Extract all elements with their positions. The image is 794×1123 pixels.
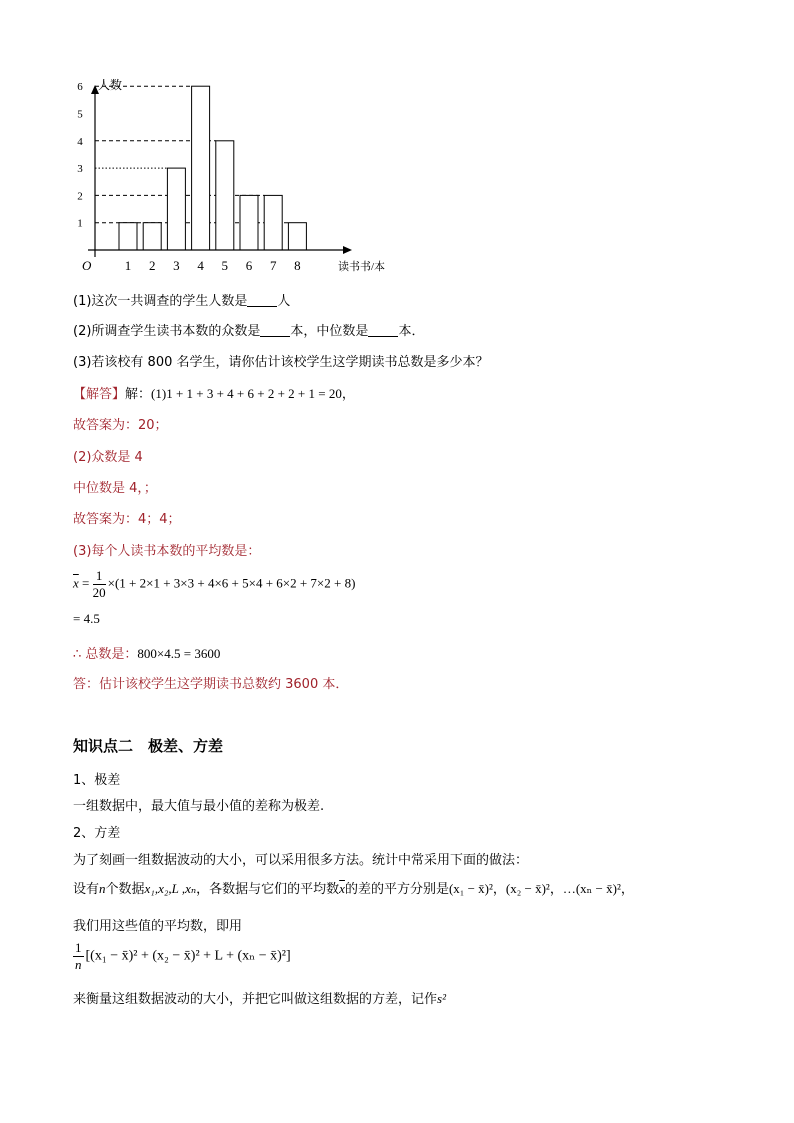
answer-line-1 — [73, 383, 355, 402]
mean-formula — [73, 568, 355, 601]
section-title: 知识点二 极差、方差 — [73, 737, 224, 755]
data-list: x₁,x₂,L ,xₙ — [144, 881, 197, 896]
variance-intro: 为了刻画一组数据波动的大小，可以采用很多方法。统计中常采用下面的做法： — [73, 853, 529, 868]
variance-symbol: s² — [437, 991, 446, 1006]
variance-fraction — [73, 940, 84, 973]
bar-5 — [216, 141, 234, 250]
question-2-prefix: (2)所调查学生读书本数的众数是 — [73, 324, 261, 339]
squared-diff-1: (x₁ − x̄)² — [448, 881, 493, 896]
bars — [119, 86, 306, 250]
bar-1 — [119, 223, 137, 250]
variance-definition-text: 来衡量这组数据波动的大小，并把它叫做这组数据的方差，记作 — [73, 992, 438, 1007]
y-tick-label: 1 — [77, 217, 83, 230]
conclusion: 答：估计该校学生这学期读书总数约 3600 本． — [73, 677, 349, 692]
n-symbol: n — [99, 881, 106, 896]
x-tick-label: 2 — [148, 258, 156, 273]
range-definition: 一组数据中，最大值与最小值的差称为极差. — [73, 799, 325, 814]
total-line — [73, 643, 220, 662]
mean-fraction — [93, 568, 106, 601]
answer-line-5: 故答案为：4；4； — [73, 512, 181, 527]
variance-setup — [73, 878, 634, 897]
question-1 — [73, 290, 290, 309]
question-1-prefix: (1)这次一共调查的学生人数是 — [73, 294, 248, 309]
x-tick-label: 4 — [197, 258, 204, 273]
separator: ， — [492, 882, 506, 897]
bar-4 — [192, 86, 210, 250]
x-axis-arrow-icon — [343, 246, 352, 254]
answer-tag: 【解答】 — [73, 387, 126, 402]
y-tick-label: 6 — [77, 81, 83, 94]
question-2-suffix: 本． — [398, 324, 425, 339]
text-part: 个数据 — [105, 882, 145, 897]
y-tick-label: 5 — [77, 108, 83, 121]
question-3: (3)若该校有 800 名学生，请你估计该校学生这学期读书总数是多少本？ — [73, 355, 489, 370]
y-axis-label: 人数 — [98, 78, 123, 92]
answer-line-6: (3)每个人读书本数的平均数是： — [73, 544, 261, 559]
bar-2 — [143, 223, 161, 250]
x-tick-label: 7 — [269, 258, 277, 273]
y-tick-label: 4 — [77, 135, 83, 148]
mean-expression: ×(1 + 2×1 + 3×3 + 4×6 + 5×4 + 6×2 + 7×2 + 8) — [107, 575, 356, 591]
total-math: 800×4.5 = 3600 — [137, 646, 221, 661]
answer-line-2: 故答案为：20； — [73, 418, 168, 433]
bar-3 — [167, 168, 185, 250]
bar-chart — [60, 75, 400, 280]
x-tick-label: 8 — [294, 258, 301, 273]
total-prefix: ∴ 总数是： — [73, 647, 138, 662]
bar-7 — [264, 195, 282, 250]
fraction-denominator: 20 — [92, 585, 106, 600]
text-part: 设有 — [73, 882, 100, 897]
mean-result: = 4.5 — [73, 611, 100, 626]
squared-diff-2: (x₂ − x̄)² — [505, 881, 550, 896]
x-tick-label: 5 — [221, 258, 229, 273]
answer-blank — [247, 294, 277, 307]
answer-blank — [368, 324, 398, 337]
fraction-numerator: 1 — [75, 940, 82, 955]
x-axis-label: 读书书/本 — [338, 261, 386, 273]
heading-range: 1、极差 — [73, 773, 121, 788]
x-tick-label: 6 — [245, 258, 253, 273]
mean-equals: = — [78, 575, 93, 591]
answer-jie: 解： — [125, 387, 152, 402]
mean-symbol: $\overline{x}$ — [73, 575, 79, 591]
bar-8 — [288, 223, 306, 250]
question-2 — [73, 320, 424, 339]
heading-variance: 2、方差 — [73, 826, 121, 841]
origin-label: O — [82, 258, 92, 273]
question-1-suffix: 人 — [277, 294, 291, 309]
squared-diff-n: …(xₙ − x̄)² — [562, 881, 621, 896]
text-part: 的差的平方分别是 — [344, 882, 449, 897]
variance-formula — [73, 940, 291, 973]
answer-sum: (1)1 + 1 + 3 + 4 + 6 + 2 + 2 + 1 = 20， — [151, 386, 355, 401]
text-part: ，各数据与它们的平均数 — [196, 882, 340, 897]
variance-average-text: 我们用这些值的平均数，即用 — [73, 919, 243, 934]
fraction-denominator: n — [75, 957, 82, 972]
x-tick-label: 3 — [173, 258, 180, 273]
question-2-mid: 本，中位数是 — [290, 324, 369, 339]
answer-line-4: 中位数是 4，； — [73, 481, 157, 496]
x-tick-label: 1 — [124, 258, 132, 273]
separator: ， — [549, 882, 563, 897]
fraction-numerator: 1 — [93, 568, 106, 585]
answer-blank — [260, 324, 290, 337]
answer-line-3: (2)众数是 4 — [73, 450, 143, 465]
y-tick-label: 2 — [77, 190, 83, 203]
variance-expression: [(x₁ − x̄)² + (x₂ − x̄)² + L + (xₙ − x̄)²] — [85, 948, 291, 964]
separator: ， — [620, 882, 634, 897]
bar-6 — [240, 195, 258, 250]
variance-definition — [73, 988, 446, 1007]
y-tick-label: 3 — [77, 163, 83, 176]
mean-symbol: $\overline{x}$ — [339, 881, 345, 896]
